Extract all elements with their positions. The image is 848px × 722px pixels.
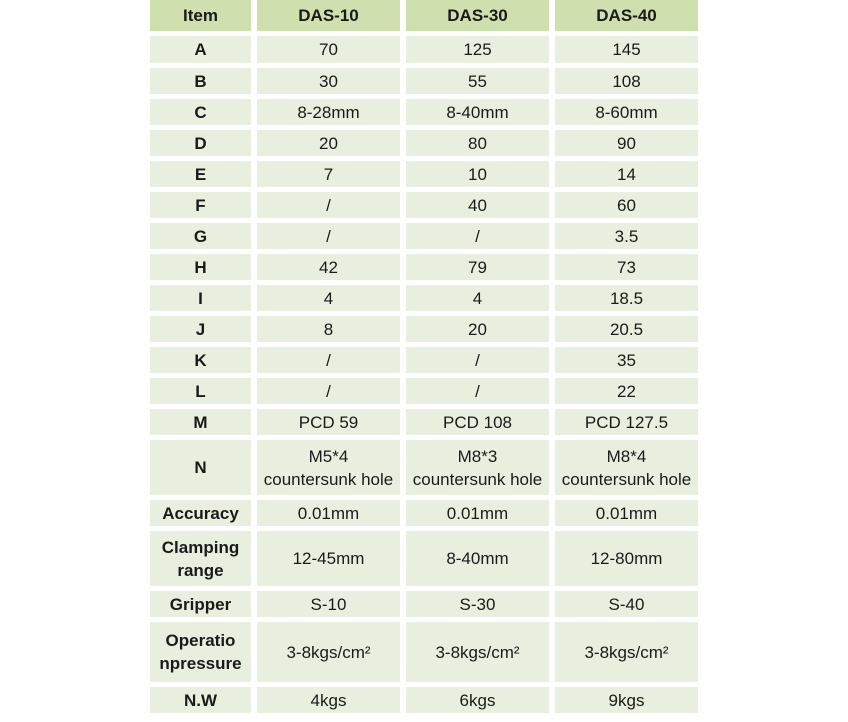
cell-das-10: S-10 xyxy=(257,591,400,617)
table-row-h xyxy=(150,254,698,280)
row-label xyxy=(150,622,251,682)
row-label: M xyxy=(150,409,251,435)
cell-das-30: 0.01mm xyxy=(406,500,549,526)
cell-das-10: 42 xyxy=(257,254,400,280)
row-label: I xyxy=(150,285,251,311)
cell-das-10: 8 xyxy=(257,316,400,342)
table-row-k xyxy=(150,347,698,373)
cell-das-40: S-40 xyxy=(555,591,698,617)
table-row-m xyxy=(150,409,698,435)
cell-das-30: 6kgs xyxy=(406,687,549,713)
cell-das-40: PCD 127.5 xyxy=(555,409,698,435)
header-das-30: DAS-30 xyxy=(406,0,549,31)
cell-das-40: 12-80mm xyxy=(555,531,698,586)
cell-das-10: 4kgs xyxy=(257,687,400,713)
cell-das-10: / xyxy=(257,192,400,218)
cell-das-30: 125 xyxy=(406,36,549,63)
row-label: D xyxy=(150,130,251,156)
cell-das-10: PCD 59 xyxy=(257,409,400,435)
row-label-line: Operatio xyxy=(165,631,236,650)
table-row-clamping-range xyxy=(150,531,698,586)
cell-das-10: / xyxy=(257,223,400,249)
row-label: Gripper xyxy=(150,591,251,617)
cell-das-30 xyxy=(406,440,549,495)
header-row xyxy=(150,0,698,31)
table-row-i xyxy=(150,285,698,311)
table-row-g xyxy=(150,223,698,249)
cell-das-10: 20 xyxy=(257,130,400,156)
table-row-e xyxy=(150,161,698,187)
cell-das-30: 4 xyxy=(406,285,549,311)
row-label: N.W xyxy=(150,687,251,713)
table-row-gripper xyxy=(150,591,698,617)
cell-das-30: / xyxy=(406,223,549,249)
cell-das-10: 70 xyxy=(257,36,400,63)
cell-das-40: 8-60mm xyxy=(555,99,698,125)
cell-das-10: 30 xyxy=(257,68,400,94)
cell-das-40: 18.5 xyxy=(555,285,698,311)
cell-das-30: 79 xyxy=(406,254,549,280)
cell-das-10: 7 xyxy=(257,161,400,187)
header-das-10: DAS-10 xyxy=(257,0,400,31)
table-row-nw xyxy=(150,687,698,713)
row-label: F xyxy=(150,192,251,218)
cell-das-40: 22 xyxy=(555,378,698,404)
row-label-line: npressure xyxy=(159,654,242,673)
table-row-l xyxy=(150,378,698,404)
cell-das-30: 80 xyxy=(406,130,549,156)
row-label: Accuracy xyxy=(150,500,251,526)
cell-das-30: 40 xyxy=(406,192,549,218)
row-label: L xyxy=(150,378,251,404)
row-label: N xyxy=(150,440,251,495)
cell-line: countersunk hole xyxy=(561,469,692,489)
row-label: C xyxy=(150,99,251,125)
table-row-n xyxy=(150,440,698,495)
table-row-j xyxy=(150,316,698,342)
cell-line: countersunk hole xyxy=(412,469,543,489)
cell-das-10: / xyxy=(257,378,400,404)
table-row-operation-pressure xyxy=(150,622,698,682)
cell-das-10: 3-8kgs/cm² xyxy=(257,622,400,682)
cell-das-40: 9kgs xyxy=(555,687,698,713)
table-row-accuracy xyxy=(150,500,698,526)
cell-das-40 xyxy=(555,440,698,495)
cell-das-40: 3-8kgs/cm² xyxy=(555,622,698,682)
cell-das-40: 108 xyxy=(555,68,698,94)
cell-das-10: 4 xyxy=(257,285,400,311)
row-label: A xyxy=(150,36,251,63)
table-row-f xyxy=(150,192,698,218)
row-label: B xyxy=(150,68,251,94)
row-label: K xyxy=(150,347,251,373)
cell-line: M5*4 xyxy=(308,446,349,466)
cell-das-30: 20 xyxy=(406,316,549,342)
cell-das-30: / xyxy=(406,347,549,373)
table-row-b xyxy=(150,68,698,94)
cell-das-10: 0.01mm xyxy=(257,500,400,526)
row-label: E xyxy=(150,161,251,187)
cell-das-40: 145 xyxy=(555,36,698,63)
cell-das-40: 0.01mm xyxy=(555,500,698,526)
row-label: J xyxy=(150,316,251,342)
row-label: H xyxy=(150,254,251,280)
cell-das-10: 8-28mm xyxy=(257,99,400,125)
table-row-c xyxy=(150,99,698,125)
cell-line: M8*4 xyxy=(606,446,647,466)
cell-das-30: S-30 xyxy=(406,591,549,617)
cell-das-40: 60 xyxy=(555,192,698,218)
cell-das-10 xyxy=(257,440,400,495)
cell-line: countersunk hole xyxy=(263,469,394,489)
cell-das-10: / xyxy=(257,347,400,373)
cell-das-30: 3-8kgs/cm² xyxy=(406,622,549,682)
cell-das-30: 8-40mm xyxy=(406,99,549,125)
row-label-line: Clamping xyxy=(161,537,240,557)
cell-das-40: 3.5 xyxy=(555,223,698,249)
cell-das-30: / xyxy=(406,378,549,404)
cell-das-40: 90 xyxy=(555,130,698,156)
header-das-40: DAS-40 xyxy=(555,0,698,31)
cell-line: M8*3 xyxy=(457,446,498,466)
header-item: Item xyxy=(150,0,251,31)
cell-das-10: 12-45mm xyxy=(257,531,400,586)
table-row-d xyxy=(150,130,698,156)
spec-table xyxy=(150,0,698,718)
cell-das-40: 35 xyxy=(555,347,698,373)
row-label-line: range xyxy=(177,560,224,580)
cell-das-30: PCD 108 xyxy=(406,409,549,435)
cell-das-40: 14 xyxy=(555,161,698,187)
cell-das-30: 55 xyxy=(406,68,549,94)
cell-das-40: 73 xyxy=(555,254,698,280)
cell-das-30: 10 xyxy=(406,161,549,187)
row-label xyxy=(150,531,251,586)
cell-das-30: 8-40mm xyxy=(406,531,549,586)
row-label: G xyxy=(150,223,251,249)
cell-das-40: 20.5 xyxy=(555,316,698,342)
table-row-a xyxy=(150,36,698,63)
